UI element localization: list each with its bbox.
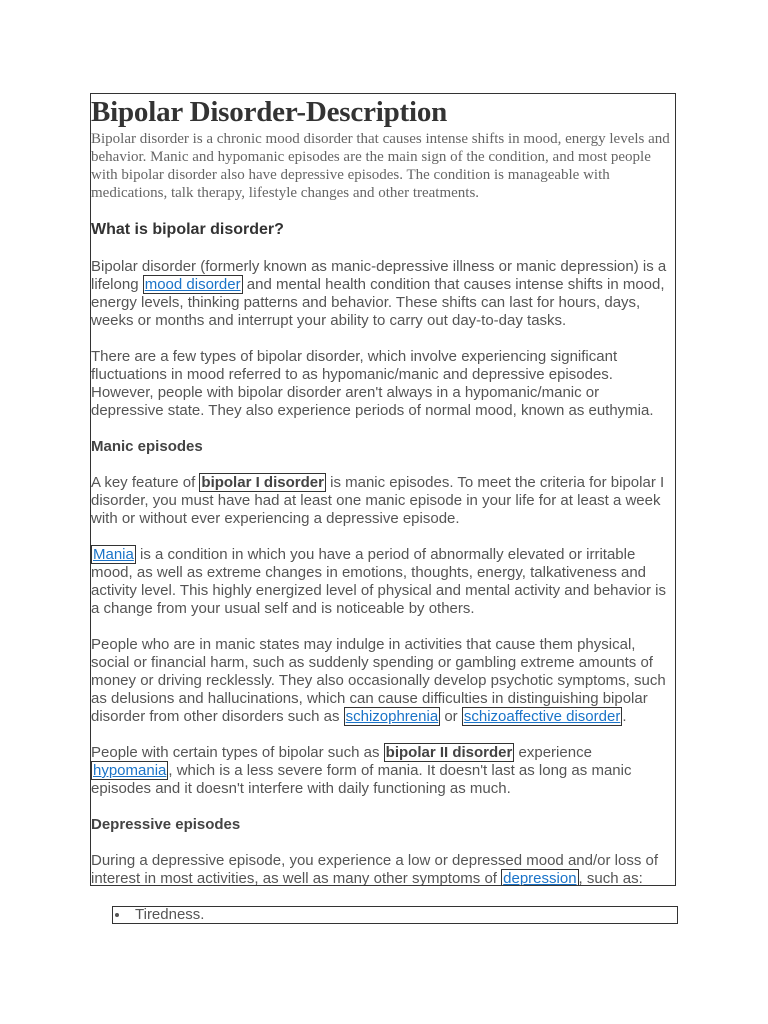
paragraph-text: is a condition in which you have a period of abnormally elevated or irritable mood, as well as extreme changes in emotions, thoughts, energy, talkativeness and activity level. This highly energized level of physical and mental activity and behavior is a change from your usual self and is noticeable by others.	[91, 546, 667, 617]
schizophrenia-link[interactable]: schizophrenia	[345, 708, 439, 725]
page-title: Bipolar Disorder-Description	[91, 96, 448, 128]
paragraph-text: Bipolar disorder (formerly known as manic-depressive illness or manic depression) is a lifelong	[91, 258, 667, 293]
symptoms-list-box	[112, 906, 678, 924]
paragraph-text: A key feature of	[91, 474, 200, 491]
mania-link[interactable]: Mania	[93, 546, 134, 563]
bipolar-one-term: bipolar I disorder	[201, 474, 324, 491]
paragraph-definition	[91, 258, 675, 330]
paragraph-text: or	[440, 708, 462, 725]
paragraph-text: experience	[514, 744, 592, 761]
paragraph-depressive	[91, 852, 675, 886]
paragraph-text: .	[622, 708, 627, 725]
paragraph-bipolar-one	[91, 474, 675, 528]
section-heading-what-is: What is bipolar disorder?	[91, 221, 284, 238]
section-heading-depressive-episodes: Depressive episodes	[91, 816, 241, 833]
paragraph-text: is manic episodes. To meet the criteria for bipolar I disorder, you must have had at least one manic episode in your life for at least a week with or without ever experiencing a depressive episode.	[91, 474, 665, 527]
depression-link[interactable]: depression	[503, 870, 577, 886]
bullet-icon	[115, 913, 119, 917]
paragraph-manic-states	[91, 636, 675, 726]
paragraph-mania	[91, 546, 675, 618]
paragraph-text: During a depressive episode, you experience a low or depressed mood and/or loss of interest in most activities, as well as many other symptoms of	[91, 852, 658, 886]
bipolar-two-term: bipolar II disorder	[385, 744, 513, 761]
paragraph-types: There are a few types of bipolar disorder, which involve experiencing significant fluctuations in mood referred to as hypomanic/manic and depressive episodes. However, people with bipolar disorder aren't always in a hypomanic/manic or depressive state. They also experience periods of normal mood, known as euthymia.	[91, 348, 654, 419]
paragraph-text: and mental health condition that causes intense shifts in mood, energy levels, thinking patterns and behavior. These shifts can last for hours, days, weeks or months and interrupt your ability to carry out day-to-day tasks.	[91, 276, 665, 329]
list-item-text: Tiredness.	[135, 906, 205, 923]
lead-paragraph: Bipolar disorder is a chronic mood disorder that causes intense shifts in mood, energy levels and behavior. Manic and hypomanic episodes are the main sign of the condition, and most people with bipolar disorder also have depressive episodes. The condition is manageable with medications, talk therapy, lifestyle changes and other treatments.	[91, 131, 670, 201]
list-item	[113, 907, 677, 923]
paragraph-text: People who are in manic states may indulge in activities that cause them physical, social or financial harm, such as suddenly spending or gambling extreme amounts of money or driving recklessly. They also occasionally develop psychotic symptoms, such as delusions and hallucinations, which can cause difficulties in distinguishing bipolar disorder from other disorders such as	[91, 636, 666, 725]
paragraph-text: People with certain types of bipolar such as	[91, 744, 384, 761]
hypomania-link[interactable]: hypomania	[93, 762, 167, 779]
paragraph-text: , such as:	[578, 870, 643, 886]
article-container	[90, 93, 676, 886]
symptoms-list	[113, 907, 677, 923]
paragraph-bipolar-two	[91, 744, 675, 798]
schizoaffective-disorder-link[interactable]: schizoaffective disorder	[463, 708, 621, 725]
paragraph-text: , which is a less severe form of mania. It doesn't last as long as manic episodes and it doesn't interfere with daily functioning as much.	[91, 762, 632, 797]
section-heading-manic-episodes: Manic episodes	[91, 438, 203, 455]
mood-disorder-link[interactable]: mood disorder	[144, 276, 241, 293]
